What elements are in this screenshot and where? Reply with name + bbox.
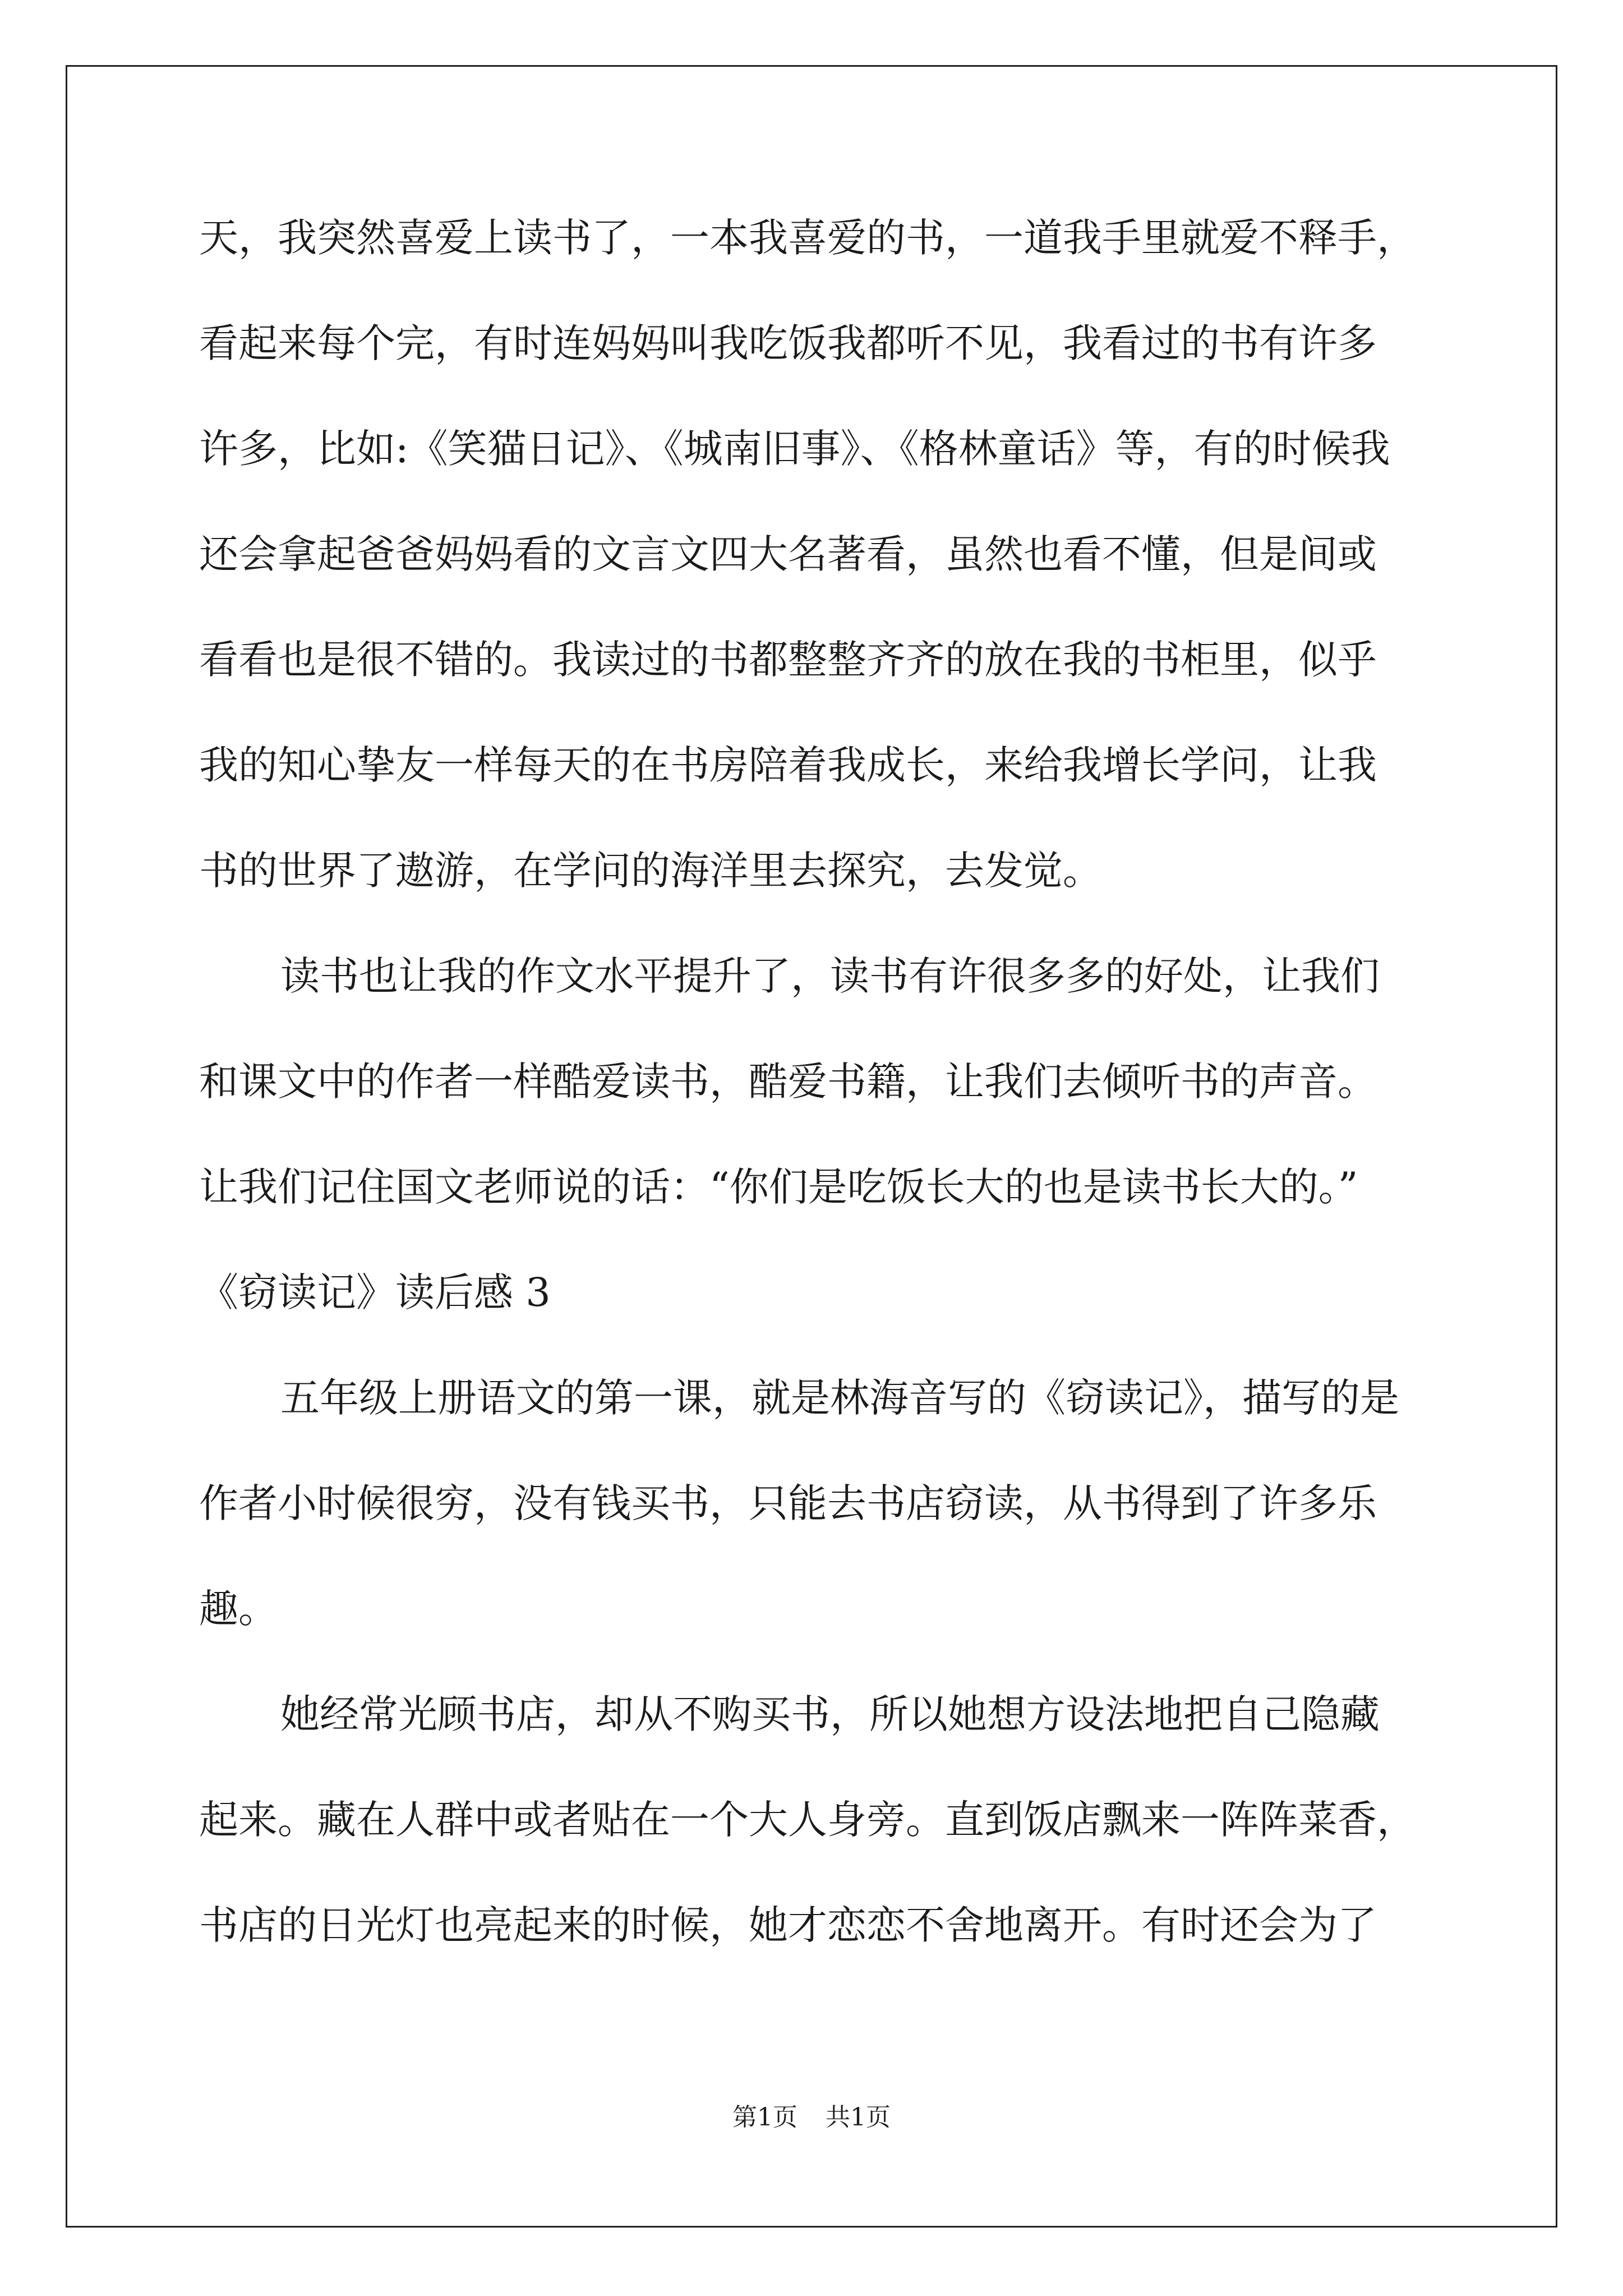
text-line: 还会拿起爸爸妈妈看的文言文四大名著看，虽然也看不懂，但是间或 xyxy=(199,531,1377,577)
page-footer xyxy=(0,2101,1623,2134)
text-line: 看起来每个完，有时连妈妈叫我吃饭我都听不见，我看过的书有许多 xyxy=(199,320,1377,366)
text-line: 书店的日光灯也亮起来的时候，她才恋恋不舍地离开。有时还会为了 xyxy=(199,1902,1377,1948)
text-line: 天，我突然喜爱上读书了，一本我喜爱的书，一道我手里就爱不释手， xyxy=(199,215,1416,261)
text-line: 看看也是很不错的。我读过的书都整整齐齐的放在我的书柜里，似乎 xyxy=(199,637,1377,683)
text-line: 起来。藏在人群中或者贴在一个大人身旁。直到饭店飘来一阵阵菜香， xyxy=(199,1797,1416,1843)
text-line: 《窃读记》读后感 3 xyxy=(199,1269,551,1315)
page-number: 第1页 xyxy=(732,2103,797,2132)
text-line: 和课文中的作者一样酷爱读书，酷爱书籍，让我们去倾听书的声音。 xyxy=(199,1059,1377,1105)
text-line: 我的知心挚友一样每天的在书房陪着我成长，来给我增长学问，让我 xyxy=(199,742,1377,788)
text-line: 读书也让我的作文水平提升了，读书有许很多多的好处，让我们 xyxy=(280,953,1380,999)
page-total: 共1页 xyxy=(826,2103,891,2132)
text-line: 作者小时候很穷，没有钱买书，只能去书店窃读，从书得到了许多乐 xyxy=(199,1480,1377,1526)
text-line: 许多，比如:《笑猫日记》、《城南旧事》、《格林童话》等，有的时候我 xyxy=(199,426,1390,472)
document-body xyxy=(199,185,1427,1978)
text-line: 书的世界了遨游，在学问的海洋里去探究，去发觉。 xyxy=(199,848,1102,894)
text-line: 她经常光顾书店，却从不购买书，所以她想方设法地把自己隐藏 xyxy=(280,1691,1380,1737)
text-line: 趣。 xyxy=(199,1586,278,1632)
text-line: 让我们记住国文老师说的话：“你们是吃饭长大的也是读书长大的。” xyxy=(199,1164,1358,1210)
text-line: 五年级上册语文的第一课，就是林海音写的《窃读记》，描写的是 xyxy=(280,1375,1399,1421)
